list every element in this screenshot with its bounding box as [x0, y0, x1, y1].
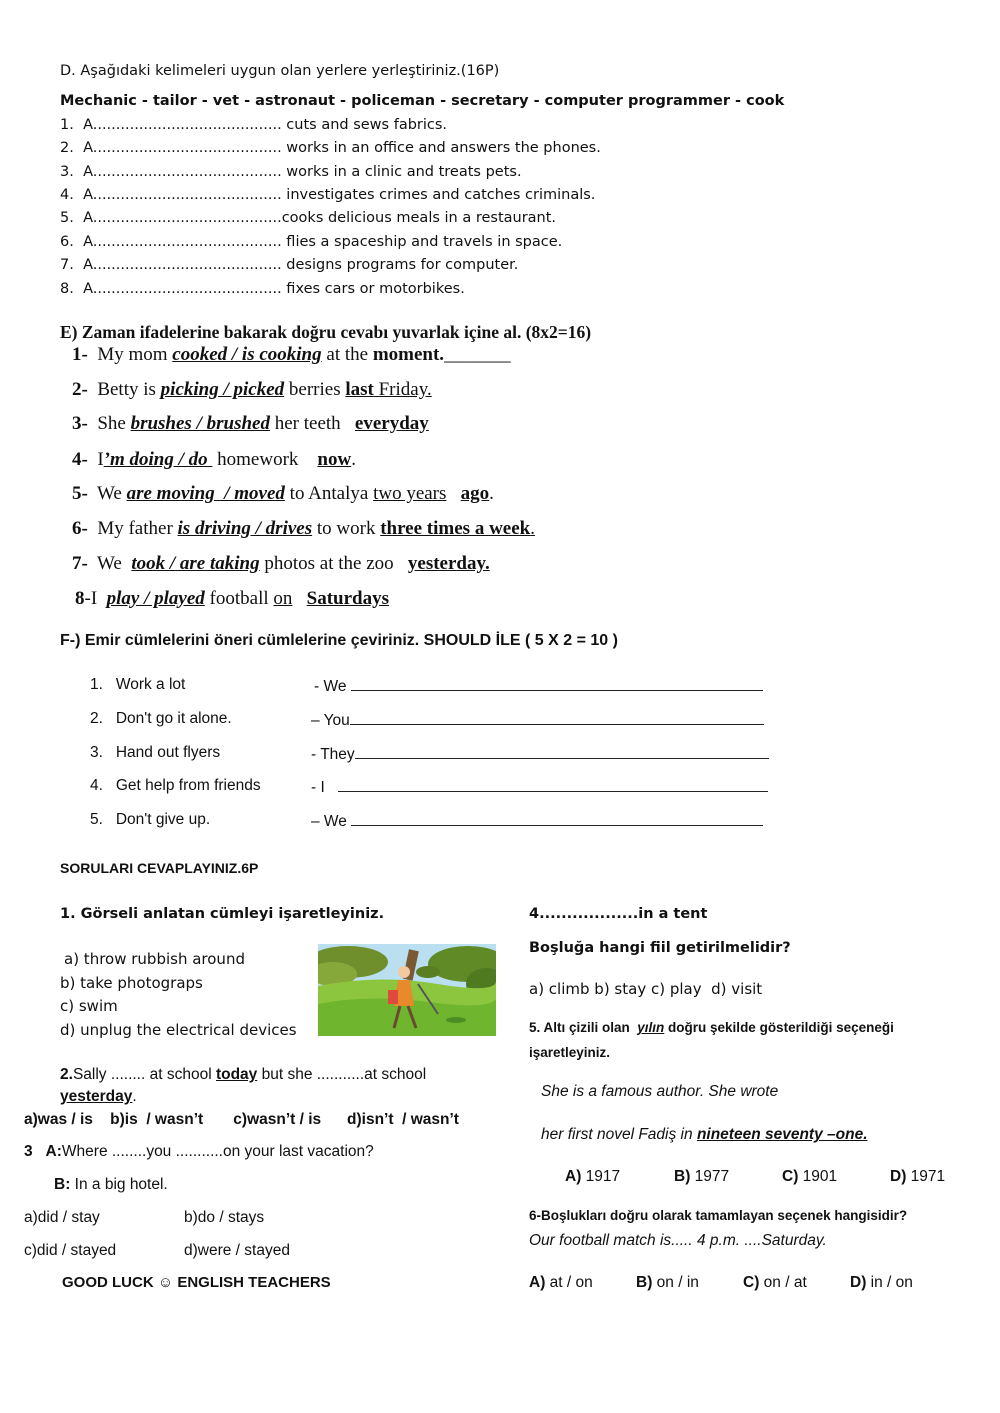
q5-option-c[interactable]: C) 1901 — [782, 1168, 838, 1185]
q1-option-d[interactable]: d) unplug the electrical devices — [60, 1021, 297, 1039]
list-item: 3. Hand out flyers — [90, 744, 221, 761]
q5-stem-cont: işaretleyiniz. — [529, 1045, 611, 1060]
q6-sentence: Our football match is..... 4 p.m. ....Saturday. — [529, 1232, 827, 1249]
park-scene-image — [318, 944, 496, 1036]
q2-stem-cont: yesterday. — [60, 1088, 137, 1105]
list-item: 1. A......................................... cuts and sews fabrics. — [60, 117, 448, 133]
list-item: 3- She brushes / brushed her teeth everyday — [72, 413, 429, 434]
q4-options[interactable]: a) climb b) stay c) play d) visit — [529, 980, 763, 998]
q6-option-b[interactable]: B) on / in — [636, 1274, 699, 1291]
footer-good-luck: GOOD LUCK ☺ ENGLISH TEACHERS — [62, 1274, 331, 1291]
list-item: 5- We are moving / moved to Antalya two years ago. — [72, 483, 494, 504]
tense-choice[interactable]: picking / picked — [160, 379, 285, 400]
tense-choice[interactable]: took / are taking — [131, 553, 260, 574]
q3-option-b[interactable]: b)do / stays — [184, 1209, 265, 1226]
answer-row: - They — [311, 744, 769, 764]
q5-stem: 5. Altı çizili olan yılın doğru şekilde gösterildiği seçeneği — [529, 1020, 894, 1035]
q3-answer: B: In a big hotel. — [54, 1176, 168, 1193]
answer-row: – You — [311, 710, 764, 730]
q1-stem: 1. Görseli anlatan cümleyi işaretleyiniz. — [60, 906, 385, 922]
list-item: 4- I’m doing / do homework now. — [72, 449, 356, 470]
q2-options[interactable]: a)was / is b)is / wasn’t c)wasn’t / is d)isn’t / wasn’t — [24, 1111, 459, 1128]
tense-choice[interactable]: is driving / drives — [177, 518, 313, 539]
list-item: 2- Betty is picking / picked berries last Friday. — [72, 379, 432, 400]
q5-option-a[interactable]: A) 1917 — [565, 1168, 621, 1185]
q6-option-d[interactable]: D) in / on — [850, 1274, 913, 1291]
answer-line[interactable] — [350, 710, 764, 725]
list-item: 5. Don't give up. — [90, 811, 211, 828]
answer-row: – We — [311, 811, 763, 831]
questions-title: SORULARI CEVAPLAYINIZ.6P — [60, 860, 259, 876]
answer-row: - We — [314, 676, 763, 696]
list-item: 5. A.........................................cooks delicious meals in a restaurant. — [60, 210, 557, 226]
q5-sentence-2: her first novel Fadiş in nineteen seventy –one. — [541, 1126, 868, 1143]
list-item: 3. A......................................... works in a clinic and treats pets. — [60, 164, 522, 180]
list-item: 2. A......................................... works in an office and answers the phones. — [60, 140, 601, 156]
section-e-heading: E) Zaman ifadelerine bakarak doğru cevabı yuvarlak içine al. (8x2=16) — [60, 322, 592, 342]
list-item: 1- My mom cooked / is cooking at the moment._______ — [72, 344, 511, 365]
list-item: 7- We took / are taking photos at the zoo yesterday. — [72, 553, 490, 574]
q3-option-a[interactable]: a)did / stay — [24, 1209, 100, 1226]
word-bank: Mechanic - tailor - vet - astronaut - policeman - secretary - computer programmer - cook — [60, 93, 785, 109]
q4-stem: 4..................in a tent — [529, 906, 708, 922]
q2-stem: 2.Sally ........ at school today but she ...........at school — [60, 1066, 427, 1083]
q1-option-a[interactable]: a) throw rubbish around — [64, 950, 245, 968]
q5-option-d[interactable]: D) 1971 — [890, 1168, 946, 1185]
q6-option-c[interactable]: C) on / at — [743, 1274, 807, 1291]
q3-question: 3 A:Where ........you ...........on your last vacation? — [24, 1143, 374, 1160]
list-item: 8. A......................................... fixes cars or motorbikes. — [60, 281, 465, 297]
section-d-heading: D. Aşağıdaki kelimeleri uygun olan yerlere yerleştiriniz.(16P) — [60, 63, 500, 79]
list-item: 6- My father is driving / drives to work three times a week. — [72, 518, 535, 539]
list-item: 2. Don't go it alone. — [90, 710, 232, 727]
answer-line[interactable] — [338, 777, 768, 792]
tense-choice[interactable]: ’m doing / do — [103, 449, 213, 470]
q6-option-a[interactable]: A) at / on — [529, 1274, 593, 1291]
list-item: 7. A......................................... designs programs for computer. — [60, 257, 519, 273]
q3-option-d[interactable]: d)were / stayed — [184, 1242, 290, 1259]
q1-option-b[interactable]: b) take photograps — [60, 974, 203, 992]
list-item: 4. A......................................... investigates crimes and catches criminals. — [60, 187, 596, 203]
list-item: 1. Work a lot — [90, 676, 186, 693]
tense-choice[interactable]: cooked / is cooking — [172, 344, 322, 365]
tense-choice[interactable]: are moving / moved — [126, 483, 285, 504]
tense-choice[interactable]: brushes / brushed — [130, 413, 270, 434]
tense-choice[interactable]: play / played — [106, 588, 205, 609]
q6-stem: 6-Boşlukları doğru olarak tamamlayan seçenek hangisidir? — [529, 1208, 908, 1223]
q1-illustration — [318, 944, 496, 1036]
q3-option-c[interactable]: c)did / stayed — [24, 1242, 117, 1259]
list-item: 8-I play / played football on Saturdays — [75, 588, 390, 609]
q4-question: Boşluğa hangi fiil getirilmelidir? — [529, 940, 791, 956]
answer-line[interactable] — [351, 676, 763, 691]
section-f-heading: F-) Emir cümlelerini öneri cümlelerine çeviriniz. SHOULD İLE ( 5 X 2 = 10 ) — [60, 632, 618, 649]
answer-row: - I — [311, 777, 768, 797]
answer-line[interactable] — [355, 744, 769, 759]
q5-option-b[interactable]: B) 1977 — [674, 1168, 730, 1185]
answer-line[interactable] — [351, 811, 763, 826]
q1-option-c[interactable]: c) swim — [60, 997, 118, 1015]
q5-sentence-1: She is a famous author. She wrote — [541, 1083, 779, 1100]
list-item: 4. Get help from friends — [90, 777, 261, 794]
list-item: 6. A......................................... flies a spaceship and travels in space. — [60, 234, 563, 250]
